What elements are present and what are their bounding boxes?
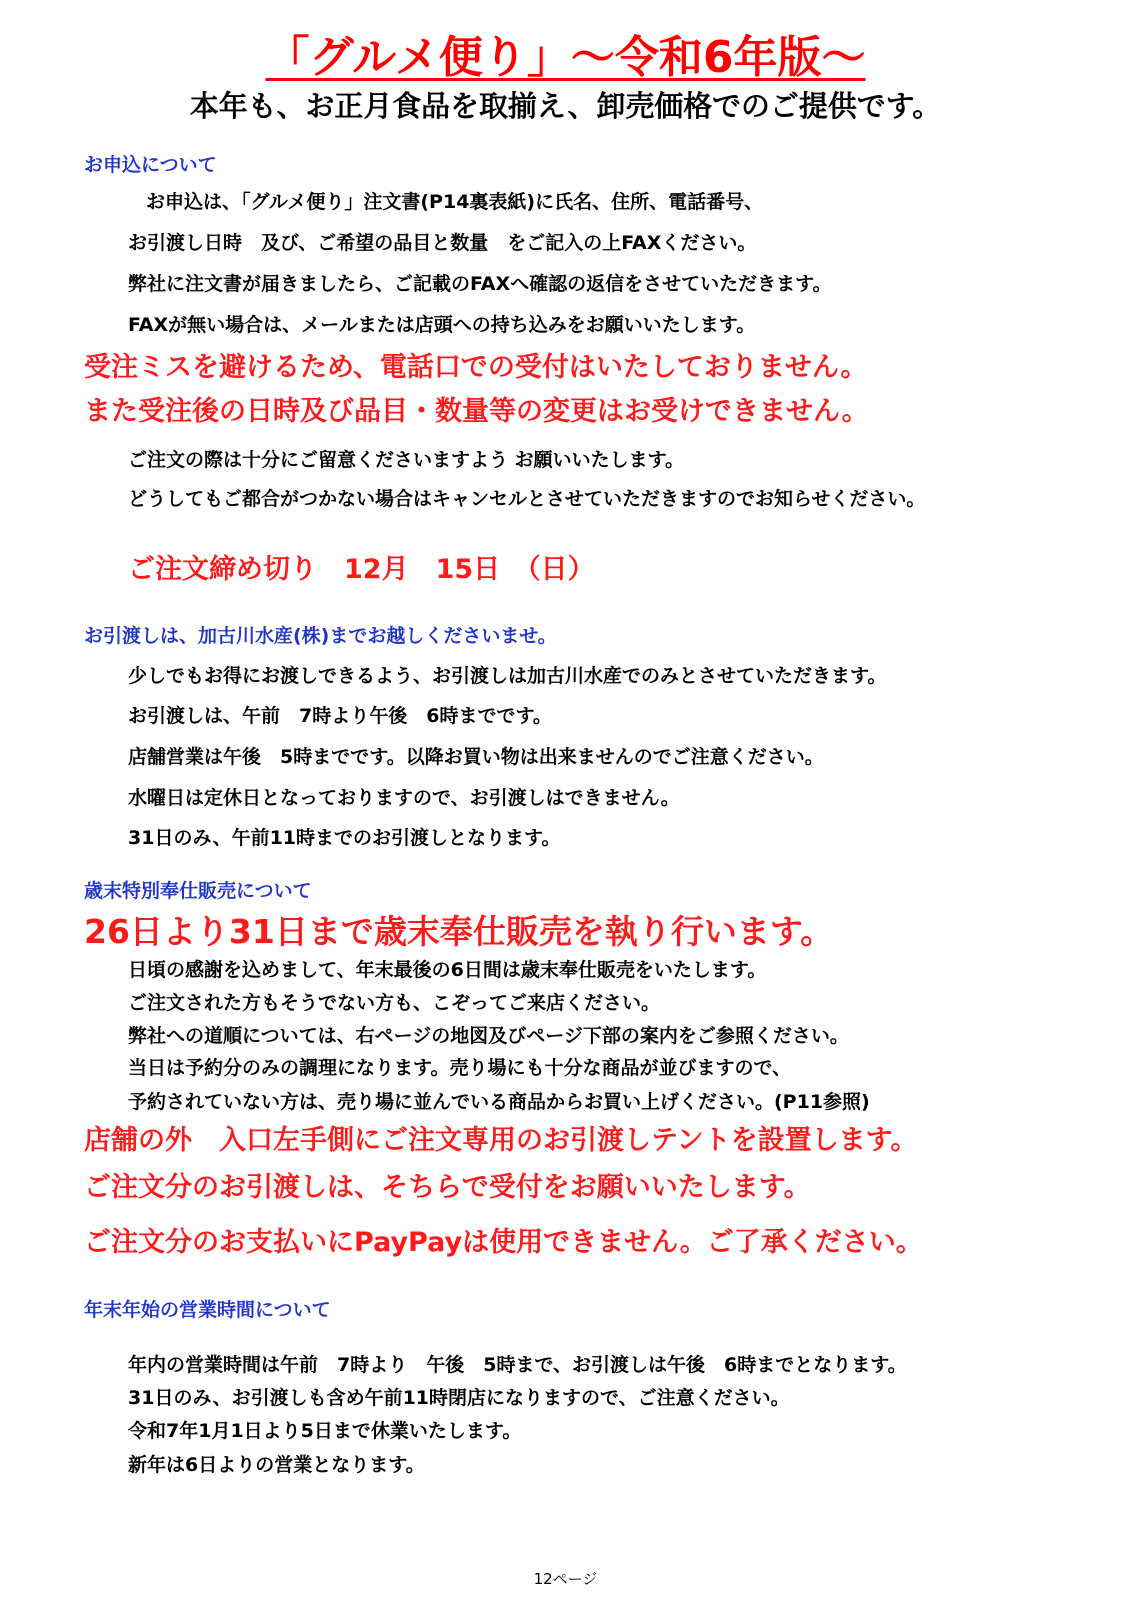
application-line: FAXが無い場合は、メールまたは店頭への持ち込みをお願いいたします。: [128, 314, 756, 336]
hours-line: 31日のみ、お引渡しも含め午前11時閉店になりますので、ご注意ください。: [128, 1387, 790, 1409]
pickup-heading: お引渡しは、加古川水産(株)までお越しくださいませ。: [84, 625, 557, 647]
application-line: お引渡し日時 及び、ご希望の品目と数量 をご記入の上FAXください。: [128, 232, 757, 254]
sale-line: ご注文された方もそうでない方も、こぞってご来店ください。: [128, 992, 661, 1014]
application-heading: お申込について: [84, 154, 217, 176]
order-deadline: ご注文締め切り 12月 15日 （日）: [128, 554, 595, 585]
hours-line: 年内の営業時間は午前 7時より 午後 5時まで、お引渡しは午後 6時までとなります。: [128, 1354, 907, 1376]
application-line: お申込は、「グルメ便り」注文書(P14裏表紙)に氏名、住所、電話番号、: [146, 191, 764, 213]
page-title-text: 「グルメ便り」～令和6年版～: [265, 32, 866, 83]
sale-line: 予約されていない方は、売り場に並んでいる商品からお買い上げください。(P11参照): [128, 1091, 870, 1113]
sale-line: 日頃の感謝を込めまして、年末最後の6日間は歳末奉仕販売をいたします。: [128, 959, 767, 981]
payment-notice: ご注文分のお支払いにPayPayは使用できません。ご了承ください。: [84, 1227, 923, 1258]
page-title: [0, 32, 1131, 83]
hours-line: 新年は6日よりの営業となります。: [128, 1454, 425, 1476]
sale-line: 当日は予約分のみの調理になります。売り場にも十分な商品が並びますので、: [128, 1057, 792, 1079]
application-note: どうしてもご都合がつかない場合はキャンセルとさせていただきますのでお知らせください。: [128, 488, 926, 510]
page-subtitle: 本年も、お正月食品を取揃え、卸売価格でのご提供です。: [189, 89, 942, 123]
pickup-line: お引渡しは、午前 7時より午後 6時までです。: [128, 705, 552, 727]
pickup-line: 水曜日は定休日となっておりますので、お引渡しはできません。: [128, 787, 680, 809]
pickup-line: 31日のみ、午前11時までのお引渡しとなります。: [128, 827, 561, 849]
application-warning: 受注ミスを避けるため、電話口での受付はいたしておりません。: [84, 352, 868, 383]
pickup-line: 少しでもお得にお渡しできるよう、お引渡しは加古川水産でのみとさせていただきます。: [128, 665, 887, 687]
sale-notice: ご注文分のお引渡しは、そちらで受付をお願いいたします。: [84, 1172, 811, 1203]
application-line: 弊社に注文書が届きましたら、ご記載のFAXへ確認の返信をさせていただきます。: [128, 273, 832, 295]
sale-line: 弊社への道順については、右ページの地図及びページ下部の案内をご参照ください。: [128, 1025, 849, 1047]
sale-heading: 歳末特別奉仕販売について: [84, 880, 312, 902]
hours-line: 令和7年1月1日より5日まで休業いたします。: [128, 1420, 522, 1442]
page-number: 12ページ: [533, 1570, 598, 1588]
pickup-line: 店舗営業は午後 5時までです。以降お買い物は出来ませんのでご注意ください。: [128, 746, 824, 768]
sale-headline: 26日より31日まで歳末奉仕販売を執り行います。: [84, 912, 834, 951]
application-note: ご注文の際は十分にご留意くださいますよう お願いいたします。: [128, 449, 685, 471]
hours-heading: 年末年始の営業時間について: [84, 1299, 331, 1321]
sale-notice: 店舗の外 入口左手側にご注文専用のお引渡しテントを設置します。: [84, 1125, 918, 1156]
application-warning: また受注後の日時及び品目・数量等の変更はお受けできません。: [84, 396, 869, 427]
